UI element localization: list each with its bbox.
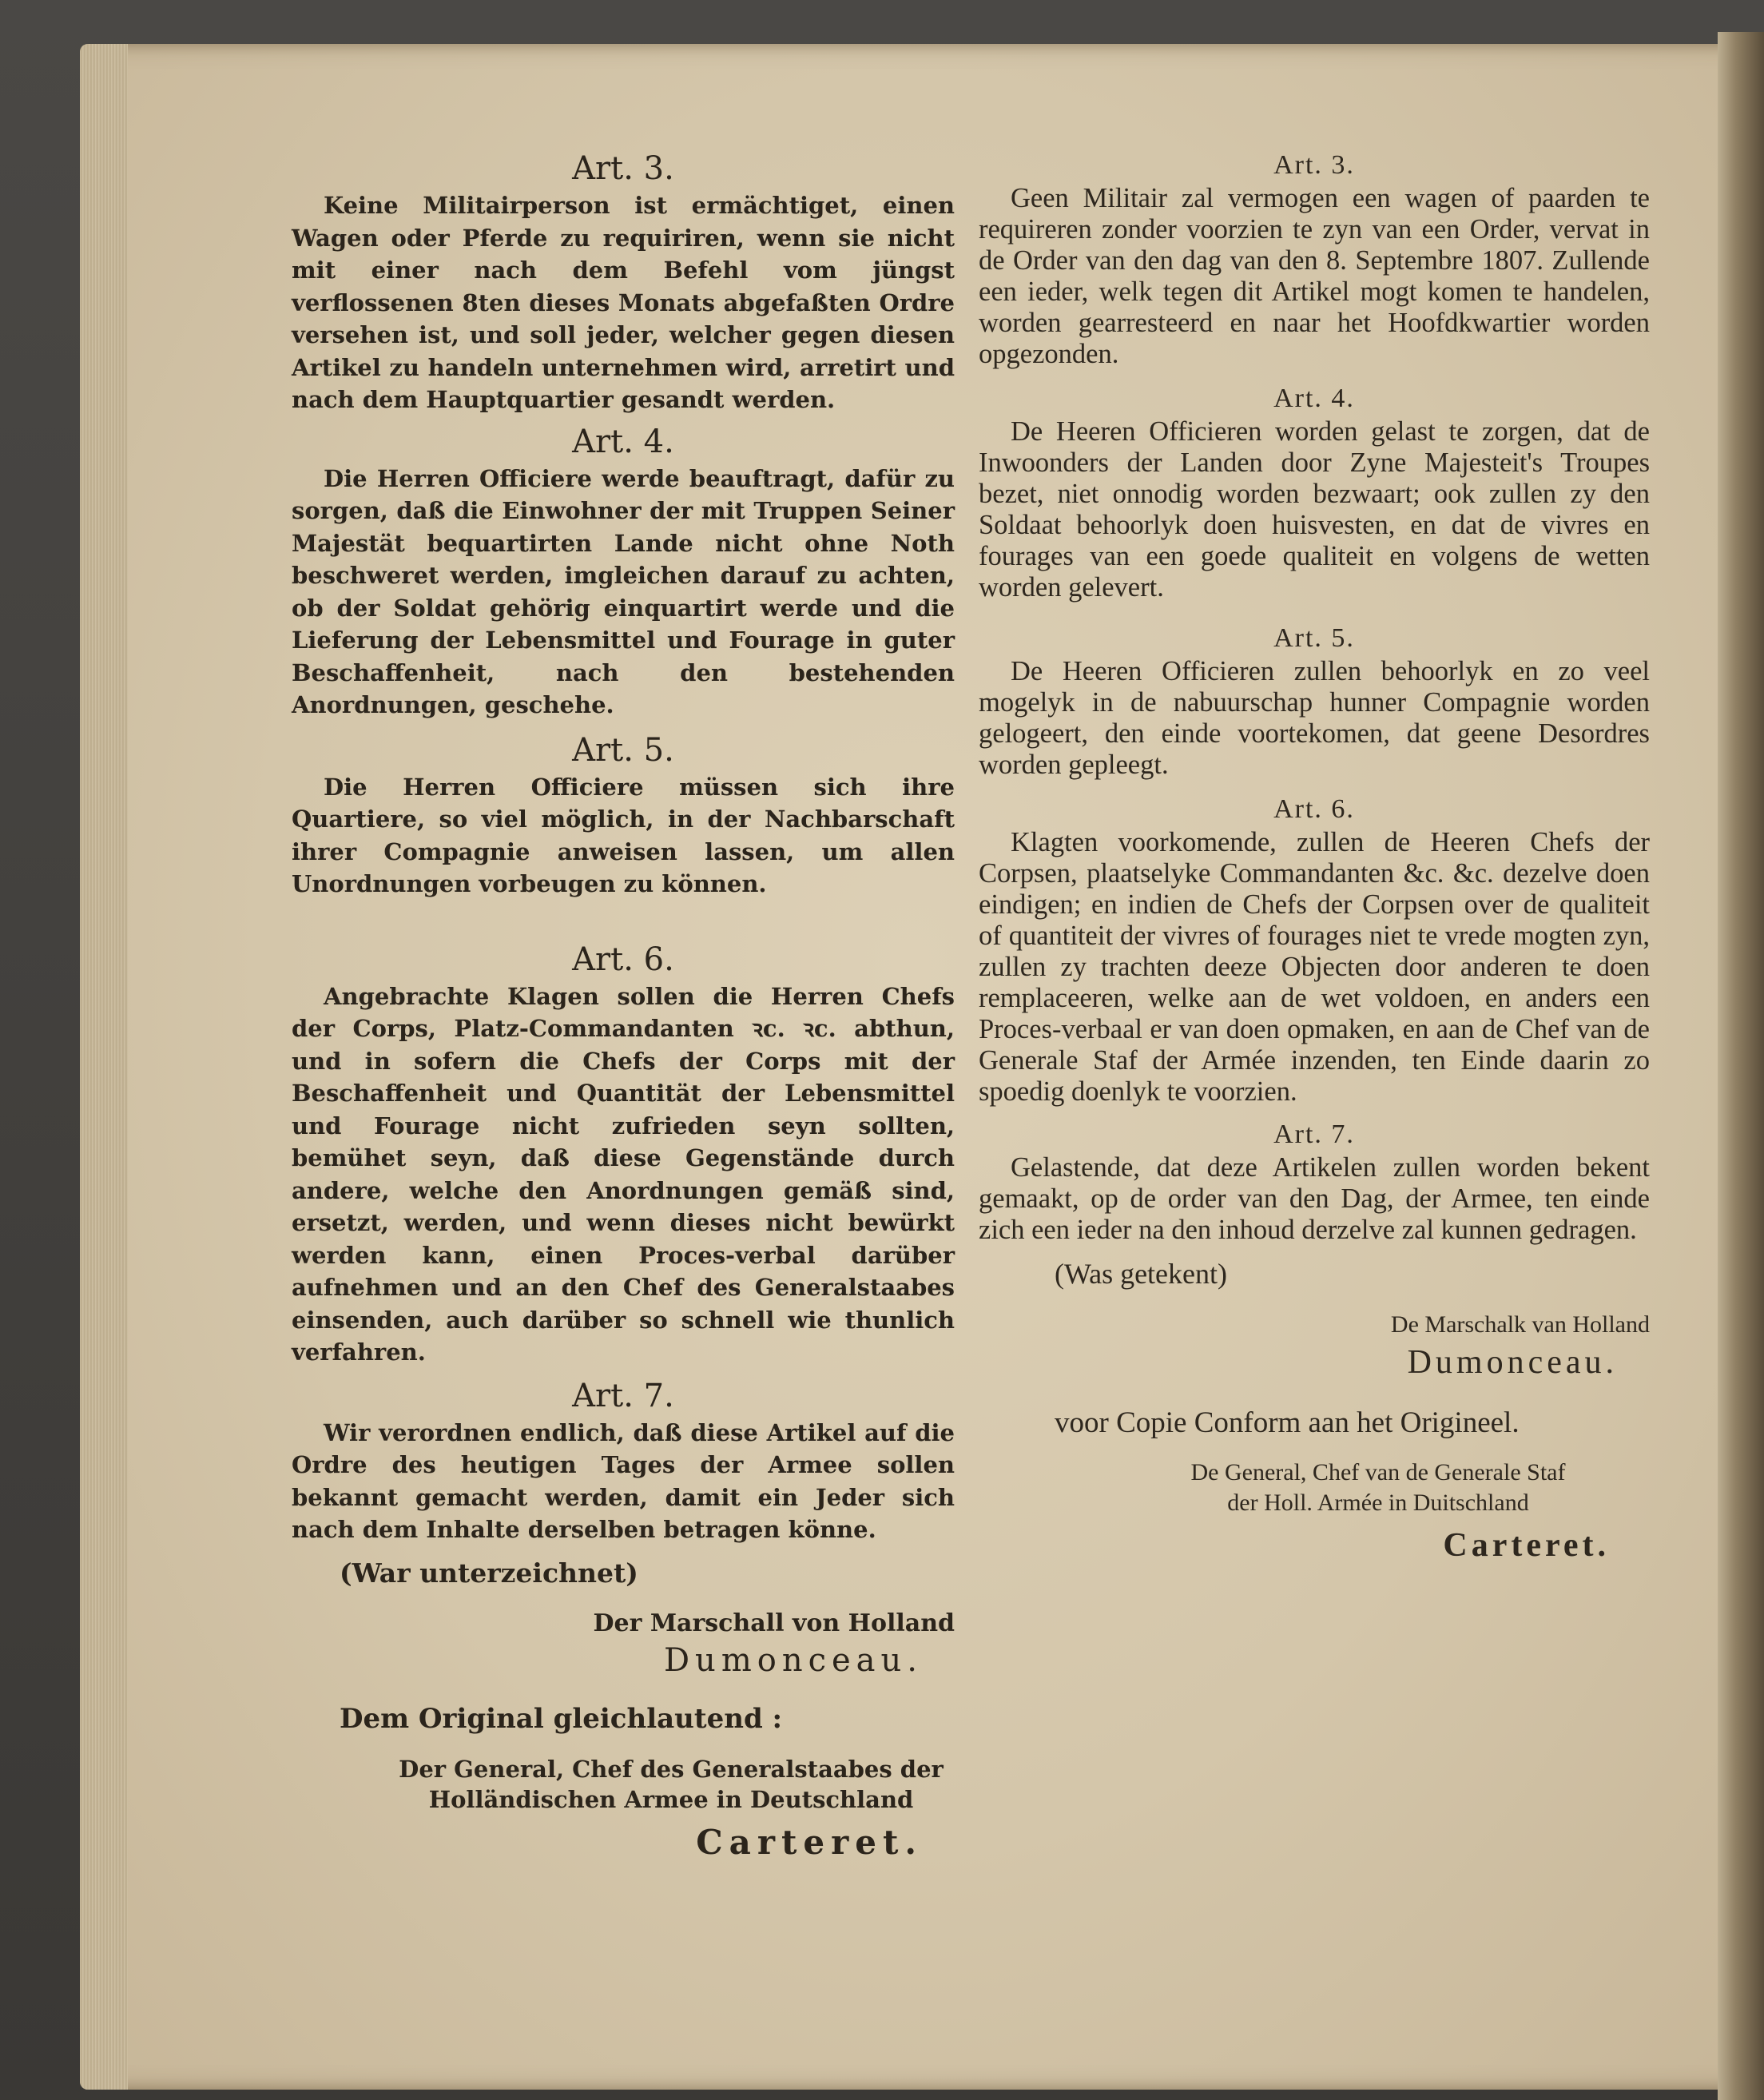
certifier-name: Carteret. (1443, 1527, 1610, 1564)
article-7-text: Wir verordnen endlich, daß diese Artikel auf die Ordre des heutigen Tages der Armee sollen bekannt gemacht werden, damit ein Jeder sich nach dem Inhalte derselben betragen könne. (292, 1418, 955, 1543)
article-4-heading: Art. 4. (572, 423, 674, 460)
signer-name: Dumonceau. (1407, 1344, 1618, 1381)
article-5-heading: Art. 5. (572, 731, 674, 769)
conformity-statement: voor Copie Conform aan het Origineel. (1055, 1406, 1520, 1439)
signed-label: (Was getekent) (1055, 1258, 1227, 1290)
article-6-heading: Art. 6. (572, 941, 674, 978)
article-4-heading: Art. 4. (1273, 384, 1355, 413)
article-7-heading: Art. 7. (572, 1377, 674, 1414)
article-6-heading: Art. 6. (1273, 794, 1355, 824)
certifier-title-line-1: Der General, Chef des Generalstaabes der (399, 1755, 944, 1783)
article-6-text: Klagten voorkomende, zullen de Heeren Chefs der Corpsen, plaatselyke Commandanten &c. &c. dezelve doen eindigen; en indien de Chefs der Corpsen over de qualiteit of quantiteit der vivres of fourages niet te vrede mogten zyn, zullen zy trachten deeze Objecten door anderen te doen remplaceeren, welke aan de wet voldoen, en anders een Proces-verbaal er van doen opmaken, en aan de Chef van de Generale Staf der Armée inzenden, ten Einde daarin zo spoedig doenlyk te voorzien. (979, 827, 1650, 1107)
book-gutter (1718, 32, 1764, 2100)
article-3-text: Geen Militair zal vermogen een wagen of paarden te requireren zonder voorzien te zyn van een Order, vervat in de Order van den dag van den 8. Septembre 1807. Zullende een ieder, welk tegen dit Artikel mogt komen te handelen, worden gearresteerd en naar het Hoofdkwartier worden opgezonden. (979, 183, 1650, 369)
signer-title: Der Marschall von Holland (593, 1609, 955, 1637)
article-7-text: Gelastende, dat deze Artikelen zullen worden bekent gemaakt, op de order van den Dag, der Armee, ten einde zich een ieder na den inhoud derzelve zal kunnen gedragen. (979, 1152, 1650, 1245)
certifier-name: Carteret. (696, 1822, 923, 1862)
dutch-column (979, 148, 1650, 1565)
certifier-title-line-1: De General, Chef van de Generale Staf (1190, 1459, 1566, 1486)
signer-name: Dumonceau. (663, 1641, 923, 1679)
article-5-heading: Art. 5. (1273, 623, 1355, 653)
article-4-text: De Heeren Officieren worden gelast te zorgen, dat de Inwoonders der Landen door Zyne Majesteit's Troupes bezet, niet onnodig worden bezwaart; ook zullen zy den Soldaat behoorlyk doen huisvesten, en dat de vivres en fourages van een goede qualiteit en volgens de wetten worden gelevert. (979, 416, 1650, 603)
signed-label: (War unterzeichnet) (340, 1557, 638, 1589)
article-3-heading: Art. 3. (572, 150, 674, 187)
article-3-text: Keine Militairperson ist ermächtiget, einen Wagen oder Pferde zu requiriren, wenn sie nicht mit einer nach dem Befehl vom jüngst verflossenen 8ten dieses Monats abgefaßten Ordre versehen ist, und soll jeder, welcher gegen diesen Artikel zu handeln unternehmen wird, arretirt und nach dem Hauptquartier gesandt werden. (292, 192, 955, 413)
signer-title: De Marschalk van Holland (1390, 1311, 1650, 1338)
article-4-text: Die Herren Officiere werde beauftragt, dafür zu sorgen, daß die Einwohner der mit Truppen Seiner Majestät bequartirten Lande nicht ohne Noth beschweret werden, imgleichen darauf zu achten, ob der Soldat gehörig einquartirt werde und die Lieferung der Lebensmittel und Fourage in guter Beschaffenheit, nach den bestehenden Anordnungen, geschehe. (292, 464, 955, 718)
article-7-heading: Art. 7. (1273, 1120, 1355, 1149)
german-column (292, 148, 955, 1862)
article-5-text: De Heeren Officieren zullen behoorlyk en zo veel mogelyk in de nabuurschap hunner Compagnie worden gelogeert, den einde voortekomen, dat geene Desordres worden gepleegt. (979, 656, 1650, 780)
article-3-heading: Art. 3. (1273, 150, 1355, 180)
certifier-title-line-2: der Holl. Armée in Duitschland (1227, 1489, 1529, 1516)
article-5-text: Die Herren Officiere müssen sich ihre Quartiere, so viel möglich, in der Nachbarschaft ihrer Compagnie anweisen lassen, um allen Unordnungen vorbeugen zu können. (292, 773, 955, 897)
conformity-statement: Dem Original gleichlautend : (340, 1702, 783, 1735)
page-edges (80, 44, 128, 2090)
article-6-text: Angebrachte Klagen sollen die Herren Chefs der Corps, Platz-Commandanten ꝛc. ꝛc. abthun, und in sofern die Chefs der Corps mit der Beschaffenheit und Quantität der Lebensmittel und Fourage nicht zufrieden seyn sollten, bemühet seyn, daß diese Gegenstände durch andere, welche den Anordnungen gemäß sind, ersetzt, werden, und wenn dieses nicht bewürkt werden kann, einen Proces-verbal darüber aufnehmen und an den Chef des Generalstaabes einsenden, auch darüber so schnell wie thunlich verfahren. (292, 982, 955, 1366)
certifier-title-line-2: Holländischen Armee in Deutschland (428, 1785, 914, 1813)
